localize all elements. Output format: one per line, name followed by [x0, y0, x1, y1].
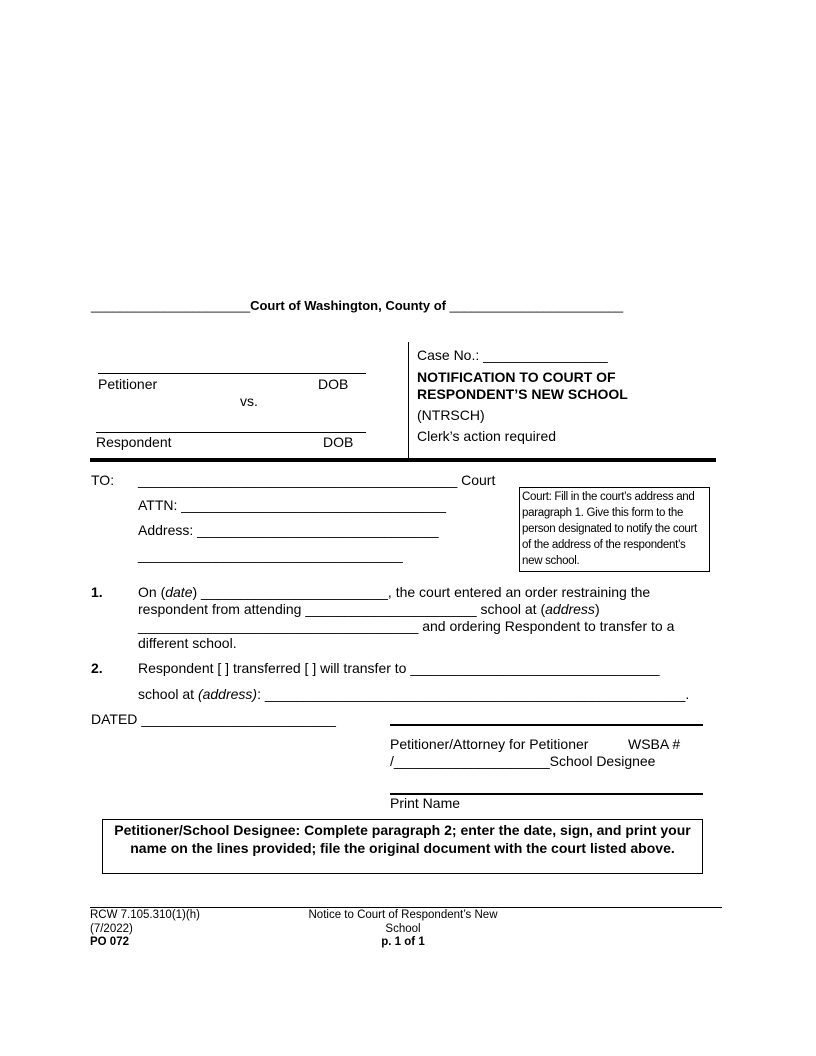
dated-label: DATED — [91, 711, 138, 727]
paragraph-2-number: 2. — [91, 660, 103, 676]
caption-thick-rule — [90, 458, 716, 462]
form-title-line2: RESPONDENT’S NEW SCHOOL — [417, 386, 628, 402]
respondent-signature-line[interactable] — [96, 432, 366, 433]
order-date-field[interactable]: ________________________ — [201, 584, 388, 600]
dated-row — [91, 711, 336, 727]
paragraph-1-line1: On (date) ________________________, the court entered an order restraining the — [138, 584, 651, 600]
footer-form-id: PO 072 — [90, 936, 129, 948]
footer-left — [90, 909, 200, 950]
new-school-address-field[interactable]: ______________________________________________________ — [264, 686, 686, 702]
to-court-field[interactable]: _________________________________________ — [138, 472, 458, 488]
petitioner-attorney-label: Petitioner/Attorney for Petitioner — [390, 736, 589, 752]
address-label: Address: — [138, 522, 194, 538]
print-name-label: Print Name — [390, 795, 461, 811]
vs-label: vs. — [240, 393, 258, 409]
footer-doc-title-line2: School — [385, 922, 421, 935]
case-no-field[interactable]: ________________ — [483, 347, 608, 363]
caption-divider — [408, 342, 409, 459]
petitioner-label: Petitioner — [98, 376, 158, 392]
transfer-checkboxes-text[interactable]: Respondent [ ] transferred [ ] will transfer to — [138, 660, 407, 676]
paragraph-1-line2: respondent from attending ______________________ school at (address) — [138, 601, 600, 617]
dated-field[interactable]: _________________________ — [141, 711, 336, 727]
respondent-dob-label: DOB — [323, 434, 354, 450]
school-designee-field[interactable]: ____________________ — [393, 753, 550, 769]
form-code: (NTRSCH) — [417, 407, 485, 423]
attn-row — [138, 497, 446, 513]
clerk-action-note: Clerk’s action required — [417, 428, 557, 444]
footer-page-number: p. 1 of 1 — [381, 936, 425, 948]
petitioner-signature-field[interactable] — [390, 724, 703, 726]
to-court-row — [138, 472, 495, 488]
address-field-line2[interactable]: __________________________________ — [138, 547, 403, 563]
footer-revision: (7/2022) — [90, 922, 133, 935]
petitioner-instructions-box: Petitioner/School Designee: Complete paragraph 2; enter the date, sign, and print your name on the lines provided; file the original document with the court listed above. — [102, 819, 703, 874]
paragraph-2-line1 — [138, 660, 660, 676]
footer-center — [290, 909, 516, 950]
to-label: TO: — [91, 472, 115, 488]
case-number-row — [417, 347, 608, 363]
address-row — [138, 522, 439, 538]
footer-statute: RCW 7.105.310(1)(h) — [90, 909, 200, 921]
school-designee-label: School Designee — [549, 753, 656, 769]
school-address-field[interactable]: ____________________________________ — [138, 618, 419, 634]
court-header-text: Court of Washington, County of — [250, 298, 446, 313]
to-court-label: Court — [461, 472, 496, 488]
footer-rule — [90, 907, 722, 908]
court-header-line — [91, 298, 623, 313]
footer-doc-title-line1: Notice to Court of Respondent’s New — [308, 909, 498, 921]
petitioner-dob-label: DOB — [318, 376, 349, 392]
paragraph-1-number: 1. — [91, 584, 103, 600]
school-designee-row: /____________________School Designee — [390, 753, 656, 769]
attn-label: ATTN: — [138, 497, 178, 513]
county-blank[interactable]: ________________________ — [449, 298, 624, 313]
court-county-blank[interactable]: ______________________ — [91, 298, 251, 313]
paragraph-1-line4: different school. — [138, 635, 237, 651]
paragraph-1-line3: ____________________________________ and ordering Respondent to transfer to a — [138, 618, 675, 634]
school-name-field[interactable]: ______________________ — [305, 601, 477, 617]
attn-field[interactable]: __________________________________ — [181, 497, 447, 513]
case-no-label: Case No.: — [417, 347, 480, 363]
wsba-label: WSBA # — [628, 736, 681, 752]
new-school-field[interactable]: ________________________________ — [410, 660, 660, 676]
address-field[interactable]: _______________________________ — [197, 522, 439, 538]
respondent-label: Respondent — [96, 434, 172, 450]
form-title-line1: NOTIFICATION TO COURT OF — [417, 369, 616, 385]
petitioner-signature-line[interactable] — [98, 373, 366, 374]
paragraph-2-line2: school at (address): ______________________________________________________. — [138, 686, 690, 702]
court-instruction-box: Court: Fill in the court’s address and paragraph 1. Give this form to the person designated to notify the court of the address of the respondent’s new school. — [519, 487, 710, 572]
